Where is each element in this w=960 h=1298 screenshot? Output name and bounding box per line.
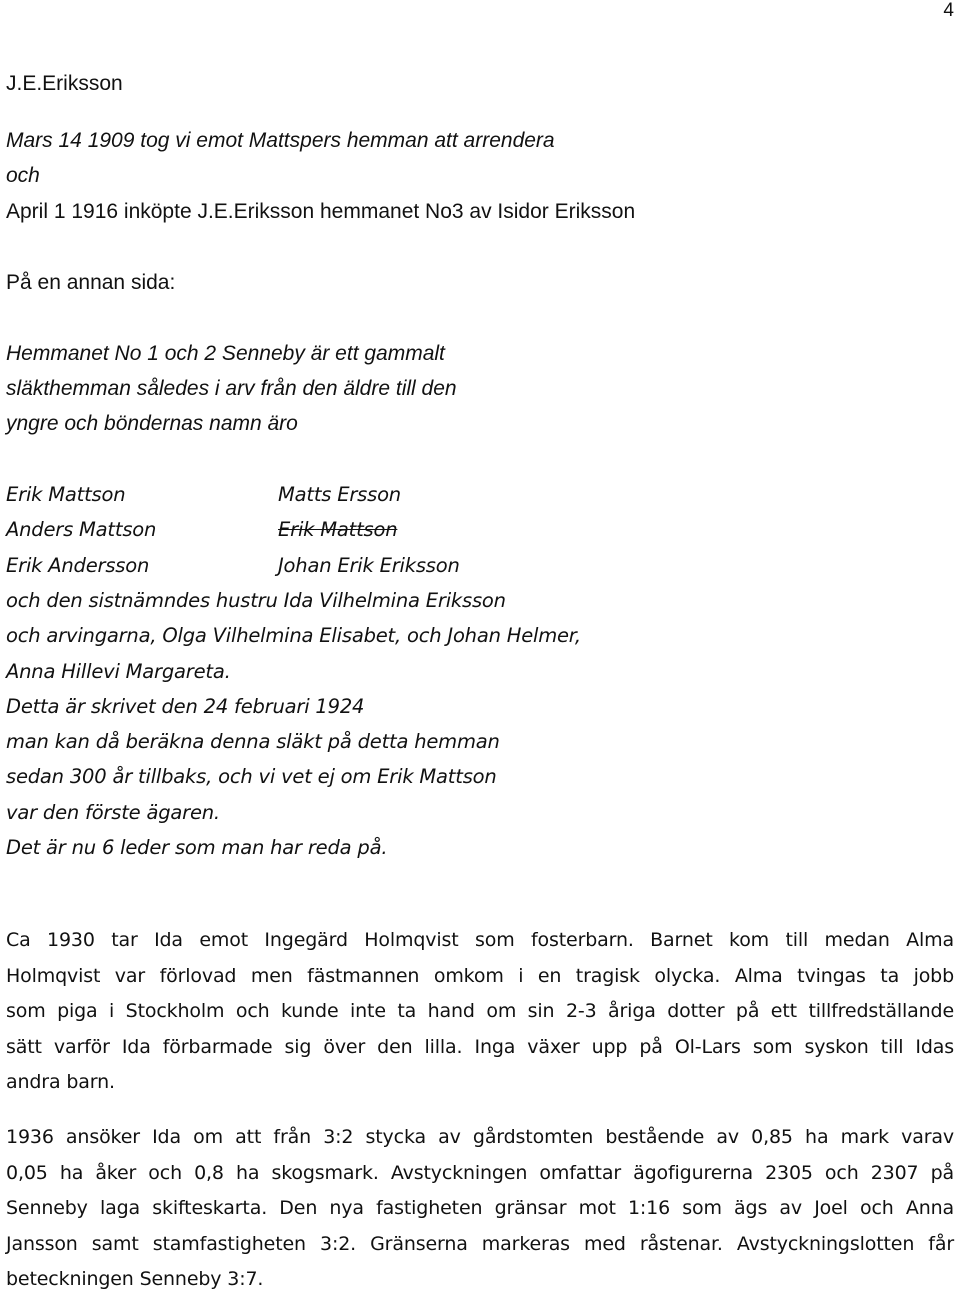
after-names-line: och den sistnämndes hustru Ida Vilhelmina Eriksson [6, 589, 506, 612]
name-left: Erik Andersson [6, 553, 150, 577]
paragraph-line: Jansson samt stamfastigheten 3:2. Gränserna markeras med råstenar. Avstyckningslotten får [6, 1232, 954, 1255]
name-right: Johan Erik Eriksson [278, 553, 460, 577]
after-names-block [6, 583, 954, 865]
farmer-names-table [6, 477, 606, 583]
after-names-line: Detta är skrivet den 24 februari 1924 [6, 694, 365, 718]
names-row [6, 548, 606, 583]
name-right: Matts Ersson [278, 483, 401, 506]
quote-line: Hemmanet No 1 och 2 Senneby är ett gammalt [6, 342, 445, 365]
quote-line: yngre och böndernas namn äro [6, 412, 298, 435]
page-number: 4 [943, 0, 954, 21]
name-left: Anders Mattson [6, 518, 157, 542]
paragraph-line: 1936 ansöker Ida om att från 3:2 stycka av gårdstomten bestående av 0,85 ha mark varav [6, 1126, 954, 1148]
intro-line: och [6, 164, 40, 187]
quote-line: släkthemman således i arv från den äldre till den [6, 377, 457, 400]
quote-block [6, 336, 954, 441]
after-names-line: Anna Hillevi Margareta. [6, 659, 231, 683]
other-page-label: På en annan sida: [6, 271, 176, 294]
after-names-line: man kan då beräkna denna släkt på detta hemman [6, 730, 500, 754]
name-right-struck: Erik Mattson [278, 518, 398, 542]
paragraph-line: Senneby laga skifteskarta. Den nya fastigheten gränsar mot 1:16 som ägs av Joel och Anna [6, 1197, 954, 1219]
paragraph-line: 0,05 ha åker och 0,8 ha skogsmark. Avstyckningen omfattar ägofigurerna 2305 och 2307 på [6, 1161, 954, 1184]
intro-line: Mars 14 1909 tog vi emot Mattspers hemman att arrendera [6, 129, 555, 152]
author-heading: J.E.Eriksson [6, 72, 123, 95]
intro-line-purchase: April 1 1916 inköpte J.E.Eriksson hemmanet No3 av Isidor Eriksson [6, 200, 636, 223]
names-row [6, 477, 606, 512]
after-names-line: var den förste ägaren. [6, 800, 220, 824]
paragraph-line: beteckningen Senneby 3:7. [6, 1268, 264, 1290]
after-names-line: och arvingarna, Olga Vilhelmina Elisabet, och Johan Helmer, [6, 624, 581, 648]
names-row [6, 512, 606, 547]
intro-block [6, 123, 954, 193]
paragraph-line: Holmqvist var förlovad men fästmannen omkom i en tragisk olycka. Alma tvingas ta jobb [6, 964, 954, 987]
paragraph-line: Ca 1930 tar Ida emot Ingegärd Holmqvist som fosterbarn. Barnet kom till medan Alma [6, 929, 954, 951]
name-left: Erik Mattson [6, 483, 126, 506]
paragraph-foster-child [6, 923, 954, 1101]
after-names-line: sedan 300 år tillbaks, och vi vet ej om Erik Mattson [6, 765, 497, 789]
paragraph-line: sätt varför Ida förbarmade sig över den lilla. Inga växer upp på Ol-Lars som syskon till Idas [6, 1035, 954, 1058]
after-names-line: Det är nu 6 leder som man har reda på. [6, 836, 388, 860]
paragraph-line: som piga i Stockholm och kunde inte ta hand om sin 2-3 åriga dotter på ett tillfredställande [6, 1000, 954, 1022]
paragraph-line: andra barn. [6, 1071, 115, 1093]
paragraph-land-division [6, 1120, 954, 1298]
